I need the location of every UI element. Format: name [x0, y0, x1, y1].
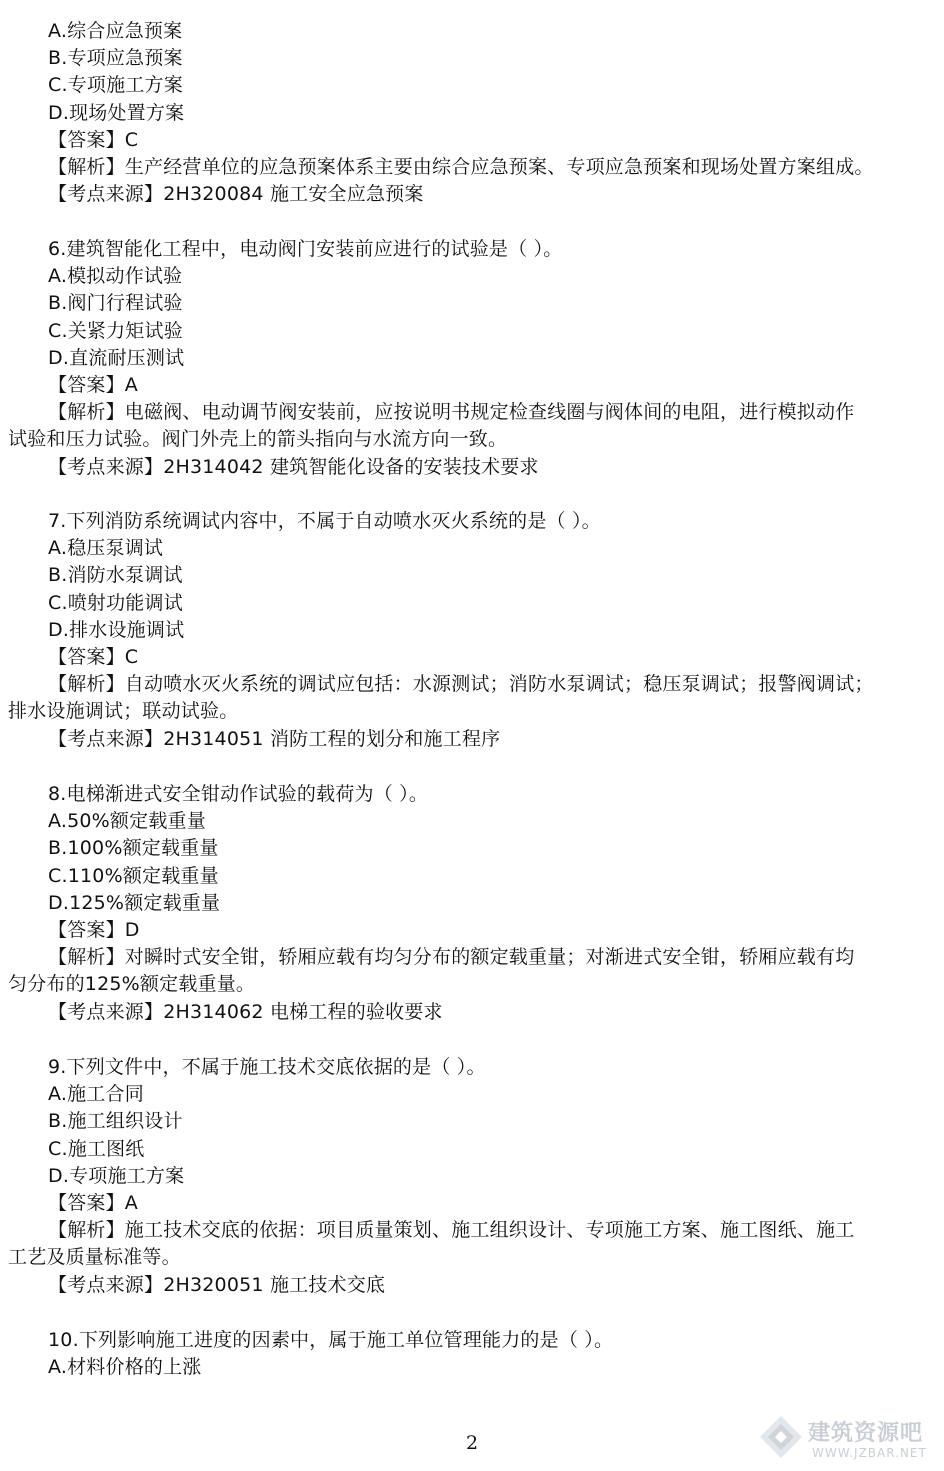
source: 【考点来源】2H314042 建筑智能化设备的安装技术要求 — [48, 455, 539, 478]
option-c: C.专项施工方案 — [48, 74, 183, 97]
watermark-url: WWW.JZBAR.NET — [812, 1446, 927, 1460]
option-b: B.100%额定载重量 — [48, 837, 219, 860]
answer: 【答案】A — [48, 1191, 138, 1214]
option-c: C.110%额定载重量 — [48, 864, 219, 887]
option-d: D.125%额定载重量 — [48, 891, 221, 914]
question-text: 8.电梯渐进式安全钳动作试验的载荷为（ ）。 — [48, 783, 429, 805]
answer: 【答案】C — [48, 128, 139, 151]
diamond-logo-icon — [758, 1414, 804, 1460]
analysis: 【解析】自动喷水灭火系统的调试应包括：水源测试；消防水泵调试；稳压泵调试；报警阀调试； — [48, 673, 874, 696]
option-a: A.模拟动作试验 — [48, 265, 183, 288]
option-a: A.稳压泵调试 — [48, 537, 164, 560]
option-a: A.50%额定载重量 — [48, 810, 206, 833]
source: 【考点来源】2H314051 消防工程的划分和施工程序 — [48, 727, 501, 750]
watermark-text: 建筑资源吧 — [808, 1421, 924, 1446]
option-d: D.专项施工方案 — [48, 1164, 185, 1187]
question-8 — [0, 781, 944, 1026]
option-d: D.直流耐压测试 — [48, 346, 185, 369]
option-b: B.消防水泵调试 — [48, 564, 183, 587]
option-d: D.排水设施调试 — [48, 618, 185, 641]
analysis-continued: 匀分布的125%额定载重量。 — [8, 973, 256, 996]
option-a: A.综合应急预案 — [48, 20, 183, 42]
page-number: 2 — [465, 1432, 479, 1454]
option-b: B.阀门行程试验 — [48, 292, 183, 315]
question-text: 10.下列影响施工进度的因素中，属于施工单位管理能力的是（ ）。 — [48, 1329, 614, 1351]
question-6 — [0, 236, 944, 481]
analysis: 【解析】对瞬时式安全钳，轿厢应载有均匀分布的额定载重量；对渐进式安全钳，轿厢应载有均 — [48, 946, 855, 969]
question-7 — [0, 508, 944, 753]
question-text: 9.下列文件中，不属于施工技术交底依据的是（ ）。 — [48, 1056, 486, 1078]
answer: 【答案】D — [48, 918, 140, 941]
question-5 — [0, 18, 944, 208]
answer: 【答案】C — [48, 645, 139, 668]
option-c: C.施工图纸 — [48, 1137, 145, 1160]
source: 【考点来源】2H314062 电梯工程的验收要求 — [48, 1000, 443, 1023]
option-b: B.专项应急预案 — [48, 47, 183, 70]
analysis: 【解析】电磁阀、电动调节阀安装前，应按说明书规定检查线圈与阀体间的电阻，进行模拟动作 — [48, 401, 855, 424]
answer: 【答案】A — [48, 373, 138, 396]
option-c: C.关紧力矩试验 — [48, 319, 183, 342]
analysis-continued: 排水设施调试；联动试验。 — [8, 700, 239, 723]
watermark — [758, 1412, 938, 1468]
source: 【考点来源】2H320051 施工技术交底 — [48, 1273, 386, 1296]
question-10 — [0, 1327, 944, 1381]
question-9 — [0, 1054, 944, 1299]
question-text: 7.下列消防系统调试内容中，不属于自动喷水灭火系统的是（ ）。 — [48, 510, 601, 532]
analysis-continued: 试验和压力试验。阀门外壳上的箭头指向与水流方向一致。 — [8, 428, 508, 451]
source: 【考点来源】2H320084 施工安全应急预案 — [48, 183, 424, 206]
analysis: 【解析】生产经营单位的应急预案体系主要由综合应急预案、专项应急预案和现场处置方案组成。 — [48, 155, 874, 178]
option-c: C.喷射功能调试 — [48, 591, 183, 614]
option-a: A.材料价格的上涨 — [48, 1356, 202, 1379]
option-a: A.施工合同 — [48, 1083, 144, 1106]
option-d: D.现场处置方案 — [48, 101, 185, 124]
analysis: 【解析】施工技术交底的依据：项目质量策划、施工组织设计、专项施工方案、施工图纸、施工 — [48, 1219, 855, 1242]
analysis-continued: 工艺及质量标准等。 — [8, 1246, 181, 1269]
question-text: 6.建筑智能化工程中，电动阀门安装前应进行的试验是（ ）。 — [48, 238, 563, 260]
option-b: B.施工组织设计 — [48, 1110, 183, 1133]
